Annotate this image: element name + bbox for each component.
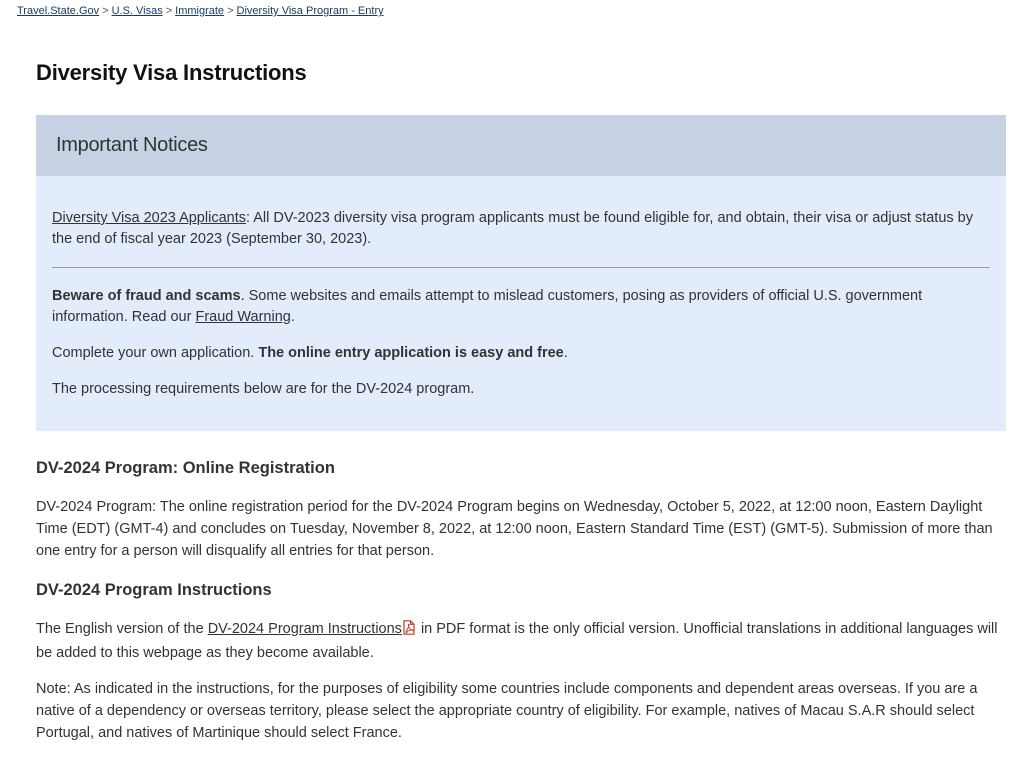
breadcrumb-link-us-visas[interactable]: U.S. Visas	[111, 5, 163, 17]
fraud-notice-bold: Beware of fraud and scams	[52, 288, 241, 304]
important-notices-body	[36, 176, 1006, 400]
fraud-notice-end: .	[290, 309, 295, 325]
dv2024-instructions-link[interactable]: DV-2024 Program Instructions	[207, 621, 402, 637]
own-application-notice	[52, 343, 990, 364]
registration-heading: DV-2024 Program: Online Registration	[36, 459, 335, 477]
own-application-end: .	[563, 345, 568, 361]
registration-text: DV-2024 Program: The online registration period for the DV-2024 Program begins on Wednesday, October 5, 2022, at 12:00 noon, Eastern Daylight Time (EDT) (GMT-4) and concludes on Tuesday, November 8, 2022, at 12:00 noon, Eastern Standard Time (EST) (GMT-5). Submission of more than one entry for a person will disqualify all entries for that person.	[36, 499, 993, 559]
page-title: Diversity Visa Instructions	[36, 60, 307, 85]
instructions-text-before: The English version of the	[36, 621, 208, 637]
own-application-text: Complete your own application.	[52, 345, 259, 361]
instructions-heading: DV-2024 Program Instructions	[36, 581, 272, 599]
dv2023-notice	[52, 176, 990, 250]
breadcrumb-separator: >	[227, 5, 234, 17]
processing-notice: The processing requirements below are for the DV-2024 program.	[52, 381, 475, 397]
important-notices-heading: Important Notices	[36, 115, 1006, 176]
breadcrumb	[17, 5, 384, 17]
breadcrumb-link-immigrate[interactable]: Immigrate	[175, 5, 225, 17]
eligibility-note: Note: As indicated in the instructions, for the purposes of eligibility some countries include components and dependent areas overseas. If you are a native of a dependency or overseas territory, please select the appropriate country of eligibility. For example, natives of Macau S.A.R should select Portugal, and natives of Martinique should select France.	[36, 681, 978, 741]
breadcrumb-link-diversity-visa-entry[interactable]: Diversity Visa Program - Entry	[236, 5, 384, 17]
notice-divider	[52, 267, 990, 268]
breadcrumb-separator: >	[102, 5, 109, 17]
breadcrumb-separator: >	[165, 5, 173, 17]
own-application-bold: The online entry application is easy and free	[258, 345, 564, 361]
important-notices-box	[36, 115, 1006, 431]
pdf-icon[interactable]	[403, 620, 415, 642]
fraud-notice	[52, 286, 990, 328]
fraud-warning-link[interactable]: Fraud Warning	[195, 309, 291, 325]
instructions-text	[36, 618, 1008, 664]
breadcrumb-link-travel-state-gov[interactable]: Travel.State.Gov	[17, 5, 100, 17]
dv2023-notice-text: : All DV-2023 diversity visa program applicants must be found eligible for, and obtain, their visa or adjust status by the end of fiscal year 2023 (September 30, 2023).	[52, 210, 973, 247]
dv2023-applicants-link[interactable]: Diversity Visa 2023 Applicants	[52, 210, 246, 226]
fraud-notice-text: . Some websites and emails attempt to mislead customers, posing as providers of official U.S. government information. Read our	[52, 288, 923, 325]
instructions-text-after: in PDF format is the only official version. Unofficial translations in additional languages will be added to this webpage as they become available.	[36, 621, 998, 661]
